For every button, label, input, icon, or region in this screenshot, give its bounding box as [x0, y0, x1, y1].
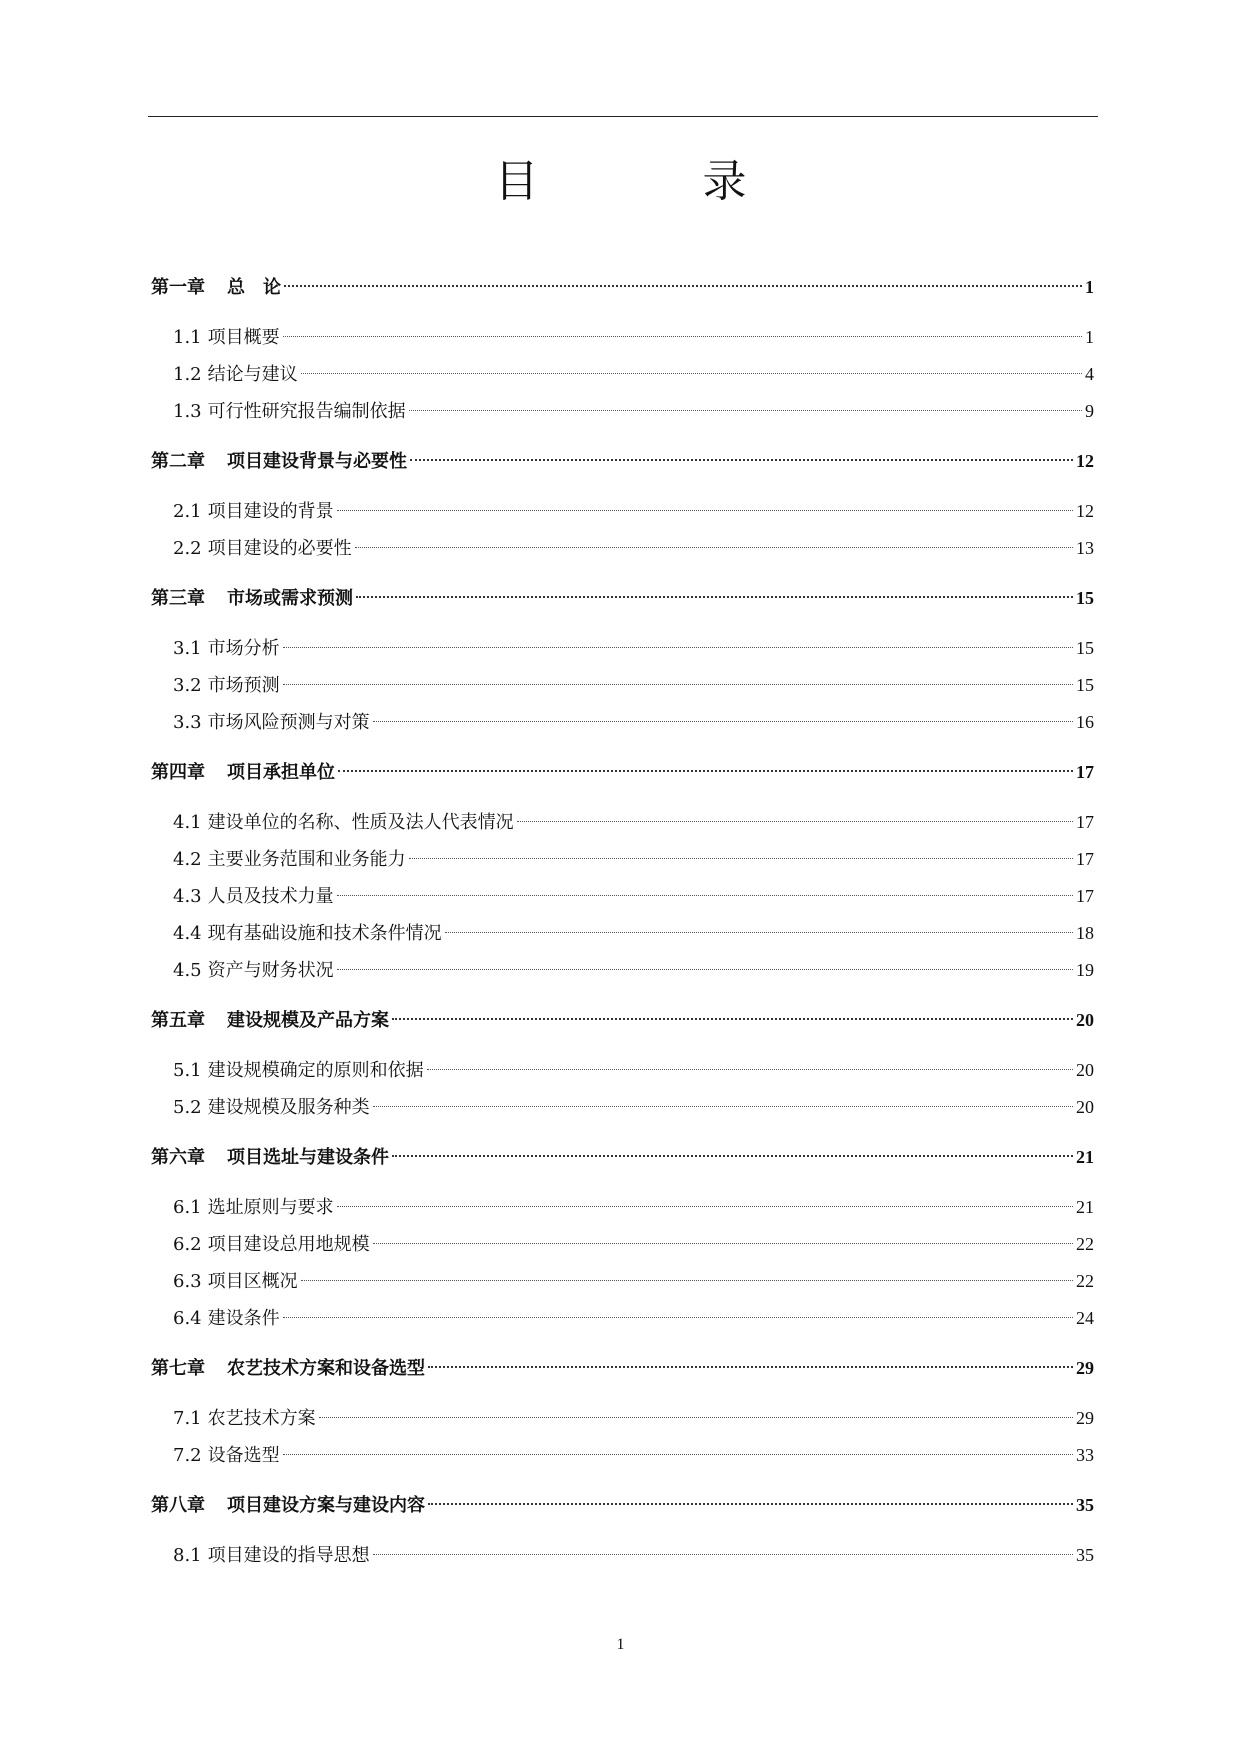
toc-entry-number: 6.2	[173, 1234, 202, 1255]
toc-section-entry[interactable]	[173, 498, 1094, 524]
toc-section-entry[interactable]	[173, 1542, 1094, 1568]
toc-entry-number: 4.2	[173, 849, 202, 870]
toc-section-entry[interactable]	[173, 398, 1094, 424]
toc-entry-number: 第五章	[151, 1010, 205, 1031]
toc-entry-label	[151, 1493, 425, 1519]
toc-entry-label	[173, 536, 352, 562]
dot-leader	[283, 1317, 1073, 1318]
toc-section-entry[interactable]	[173, 535, 1094, 561]
toc-entry-number: 2.2	[173, 538, 202, 559]
toc-entry-label	[173, 362, 298, 388]
toc-entry-label	[173, 710, 370, 736]
dot-leader	[337, 895, 1073, 896]
toc-page-number: 24	[1076, 1308, 1094, 1328]
toc-chapter-entry[interactable]	[151, 1007, 1094, 1033]
toc-entry-label	[173, 1232, 370, 1258]
toc-page-number: 29	[1076, 1408, 1094, 1428]
toc-entry-title: 可行性研究报告编制依据	[207, 401, 406, 422]
toc-section-entry[interactable]	[173, 957, 1094, 983]
toc-entry-number: 第三章	[151, 588, 205, 609]
toc-entry-label	[151, 449, 407, 475]
dot-leader	[373, 1554, 1073, 1555]
toc-entry-number: 2.1	[173, 501, 202, 522]
toc-page-number: 12	[1076, 501, 1094, 521]
dot-leader	[337, 510, 1073, 511]
toc-section-entry[interactable]	[173, 846, 1094, 872]
toc-entry-label	[151, 275, 281, 301]
dot-leader	[356, 596, 1073, 598]
dot-leader	[428, 1366, 1073, 1368]
toc-entry-number: 8.1	[173, 1545, 202, 1566]
dot-leader	[410, 459, 1073, 461]
toc-entry-label	[173, 673, 280, 699]
toc-entry-label	[151, 1008, 389, 1034]
toc-section-entry[interactable]	[173, 920, 1094, 946]
toc-page-number: 18	[1076, 923, 1094, 943]
toc-entry-title: 项目建设的指导思想	[207, 1545, 370, 1566]
toc-chapter-entry[interactable]	[151, 585, 1094, 611]
dot-leader	[373, 1106, 1073, 1107]
dot-leader	[338, 770, 1073, 772]
toc-entry-number: 5.2	[173, 1097, 202, 1118]
toc-entry-title: 建设规模及服务种类	[207, 1097, 370, 1118]
toc-entry-label	[173, 1443, 280, 1469]
toc-entry-number: 第八章	[151, 1495, 205, 1516]
toc-page-number: 15	[1076, 588, 1094, 608]
toc-page-number: 21	[1076, 1147, 1094, 1167]
toc-page-number: 17	[1076, 886, 1094, 906]
toc-entry-title: 市场或需求预测	[227, 588, 353, 609]
toc-entry-title: 建设规模及产品方案	[227, 1010, 389, 1031]
toc-entry-label	[173, 1058, 424, 1084]
dot-leader	[337, 1206, 1073, 1207]
dot-leader	[445, 932, 1073, 933]
toc-entry-label	[173, 1195, 334, 1221]
toc-section-entry[interactable]	[173, 883, 1094, 909]
toc-entry-label	[173, 847, 406, 873]
dot-leader	[301, 373, 1082, 374]
toc-page-number: 33	[1076, 1445, 1094, 1465]
toc-entry-title: 结论与建议	[207, 364, 298, 385]
page-title: 目 录	[494, 156, 807, 207]
toc-entry-number: 6.1	[173, 1197, 202, 1218]
toc-chapter-entry[interactable]	[151, 1492, 1094, 1518]
toc-page-number: 16	[1076, 712, 1094, 732]
dot-leader	[409, 410, 1082, 411]
dot-leader	[355, 547, 1073, 548]
toc-page-number: 17	[1076, 812, 1094, 832]
toc-entry-title: 农艺技术方案和设备选型	[227, 1358, 425, 1379]
toc-page-number: 20	[1076, 1010, 1094, 1030]
dot-leader	[283, 684, 1073, 685]
toc-page-number: 29	[1076, 1358, 1094, 1378]
page-number: 1	[616, 1636, 625, 1653]
toc-entry-title: 项目建设方案与建设内容	[227, 1495, 425, 1516]
dot-leader	[409, 858, 1073, 859]
toc-chapter-entry[interactable]	[151, 759, 1094, 785]
dot-leader	[428, 1503, 1073, 1505]
toc-section-entry[interactable]	[173, 1231, 1094, 1257]
toc-entry-label	[173, 810, 514, 836]
toc-entry-title: 建设规模确定的原则和依据	[207, 1060, 424, 1081]
toc-entry-title: 现有基础设施和技术条件情况	[207, 923, 442, 944]
toc-entry-label	[151, 1356, 425, 1382]
toc-entry-label	[173, 1406, 316, 1432]
toc-page-number: 15	[1076, 638, 1094, 658]
toc-section-entry[interactable]	[173, 635, 1094, 661]
toc-entry-title: 项目概要	[207, 327, 280, 348]
toc-page-number: 22	[1076, 1234, 1094, 1254]
toc-section-entry[interactable]	[173, 672, 1094, 698]
dot-leader	[392, 1018, 1073, 1020]
toc-entry-title: 项目区概况	[207, 1271, 298, 1292]
toc-entry-title: 设备选型	[207, 1445, 280, 1466]
toc-entry-number: 6.3	[173, 1271, 202, 1292]
toc-entry-label	[151, 760, 335, 786]
toc-entry-label	[173, 399, 406, 425]
dot-leader	[319, 1417, 1073, 1418]
toc-page-number: 17	[1076, 762, 1094, 782]
toc-entry-title: 项目承担单位	[227, 762, 335, 783]
toc-page-number: 21	[1076, 1197, 1094, 1217]
toc-page-number: 35	[1076, 1545, 1094, 1565]
toc-entry-number: 1.3	[173, 401, 202, 422]
toc-entry-number: 3.2	[173, 675, 202, 696]
toc-page-number: 20	[1076, 1060, 1094, 1080]
dot-leader	[284, 285, 1082, 287]
toc-entry-number: 6.4	[173, 1308, 202, 1329]
dot-leader	[373, 1243, 1073, 1244]
toc-entry-label	[173, 1543, 370, 1569]
toc-entry-number: 7.1	[173, 1408, 202, 1429]
toc-section-entry[interactable]	[173, 1268, 1094, 1294]
dot-leader	[283, 336, 1082, 337]
toc-entry-number: 第一章	[151, 277, 205, 298]
toc-entry-label	[173, 884, 334, 910]
toc-entry-title: 人员及技术力量	[207, 886, 334, 907]
toc-entry-title: 资产与财务状况	[207, 960, 334, 981]
toc-entry-label	[173, 325, 280, 351]
toc-section-entry[interactable]	[173, 361, 1094, 387]
toc-page-number: 35	[1076, 1495, 1094, 1515]
toc-entry-number: 1.2	[173, 364, 202, 385]
dot-leader	[337, 969, 1073, 970]
toc-page-number: 9	[1085, 401, 1094, 421]
toc-entry-title: 项目建设背景与必要性	[227, 451, 407, 472]
toc-page-number: 22	[1076, 1271, 1094, 1291]
toc-entry-title: 农艺技术方案	[207, 1408, 316, 1429]
toc-entry-title: 市场分析	[207, 638, 280, 659]
toc-entry-number: 4.3	[173, 886, 202, 907]
toc-entry-label	[173, 921, 442, 947]
toc-entry-number: 第二章	[151, 451, 205, 472]
dot-leader	[517, 821, 1073, 822]
toc-page-number: 19	[1076, 960, 1094, 980]
toc-section-entry[interactable]	[173, 809, 1094, 835]
toc-entry-number: 第六章	[151, 1147, 205, 1168]
toc-entry-label	[173, 499, 334, 525]
toc-entry-number: 4.5	[173, 960, 202, 981]
toc-entry-number: 1.1	[173, 327, 202, 348]
dot-leader	[373, 721, 1073, 722]
toc-entry-title: 项目选址与建设条件	[227, 1147, 389, 1168]
toc-entry-title: 项目建设的背景	[207, 501, 334, 522]
toc-section-entry[interactable]	[173, 1094, 1094, 1120]
toc-entry-number: 第七章	[151, 1358, 205, 1379]
toc-chapter-entry[interactable]	[151, 1355, 1094, 1381]
dot-leader	[283, 647, 1073, 648]
toc-entry-title: 主要业务范围和业务能力	[207, 849, 406, 870]
toc-entry-title: 总 论	[227, 277, 281, 298]
toc-entry-title: 项目建设总用地规模	[207, 1234, 370, 1255]
toc-section-entry[interactable]	[173, 324, 1094, 350]
toc-chapter-entry[interactable]	[151, 1144, 1094, 1170]
toc-entry-number: 4.1	[173, 812, 202, 833]
toc-chapter-entry[interactable]	[151, 274, 1094, 300]
toc-entry-number: 3.3	[173, 712, 202, 733]
toc-entry-number: 第四章	[151, 762, 205, 783]
toc-entry-number: 5.1	[173, 1060, 202, 1081]
toc-entry-label	[173, 636, 280, 662]
toc-entry-number: 3.1	[173, 638, 202, 659]
toc-entry-title: 项目建设的必要性	[207, 538, 352, 559]
toc-entry-title: 选址原则与要求	[207, 1197, 334, 1218]
toc-chapter-entry[interactable]	[151, 448, 1094, 474]
dot-leader	[392, 1155, 1073, 1157]
toc-page-number: 1	[1085, 277, 1094, 297]
toc-page-number: 17	[1076, 849, 1094, 869]
toc-entry-number: 4.4	[173, 923, 202, 944]
dot-leader	[301, 1280, 1073, 1281]
dot-leader	[283, 1454, 1073, 1455]
toc-entry-title: 市场风险预测与对策	[207, 712, 370, 733]
toc-section-entry[interactable]	[173, 1305, 1094, 1331]
toc-entry-title: 市场预测	[207, 675, 280, 696]
toc-section-entry[interactable]	[173, 1194, 1094, 1220]
toc-page-number: 1	[1085, 327, 1094, 347]
toc-entry-label	[151, 586, 353, 612]
toc-section-entry[interactable]	[173, 1057, 1094, 1083]
toc-page-number: 4	[1085, 364, 1094, 384]
toc-entry-label	[173, 1306, 280, 1332]
toc-page-number: 20	[1076, 1097, 1094, 1117]
toc-section-entry[interactable]	[173, 709, 1094, 735]
toc-page-number: 13	[1076, 538, 1094, 558]
toc-section-entry[interactable]	[173, 1442, 1094, 1468]
toc-entry-title: 建设条件	[207, 1308, 280, 1329]
toc-entry-title: 建设单位的名称、性质及法人代表情况	[207, 812, 514, 833]
toc-section-entry[interactable]	[173, 1405, 1094, 1431]
toc-entry-number: 7.2	[173, 1445, 202, 1466]
dot-leader	[427, 1069, 1073, 1070]
toc-entry-label	[151, 1145, 389, 1171]
toc-entry-label	[173, 1269, 298, 1295]
toc-page-number: 12	[1076, 451, 1094, 471]
toc-entry-label	[173, 958, 334, 984]
toc-entry-label	[173, 1095, 370, 1121]
toc-page-number: 15	[1076, 675, 1094, 695]
